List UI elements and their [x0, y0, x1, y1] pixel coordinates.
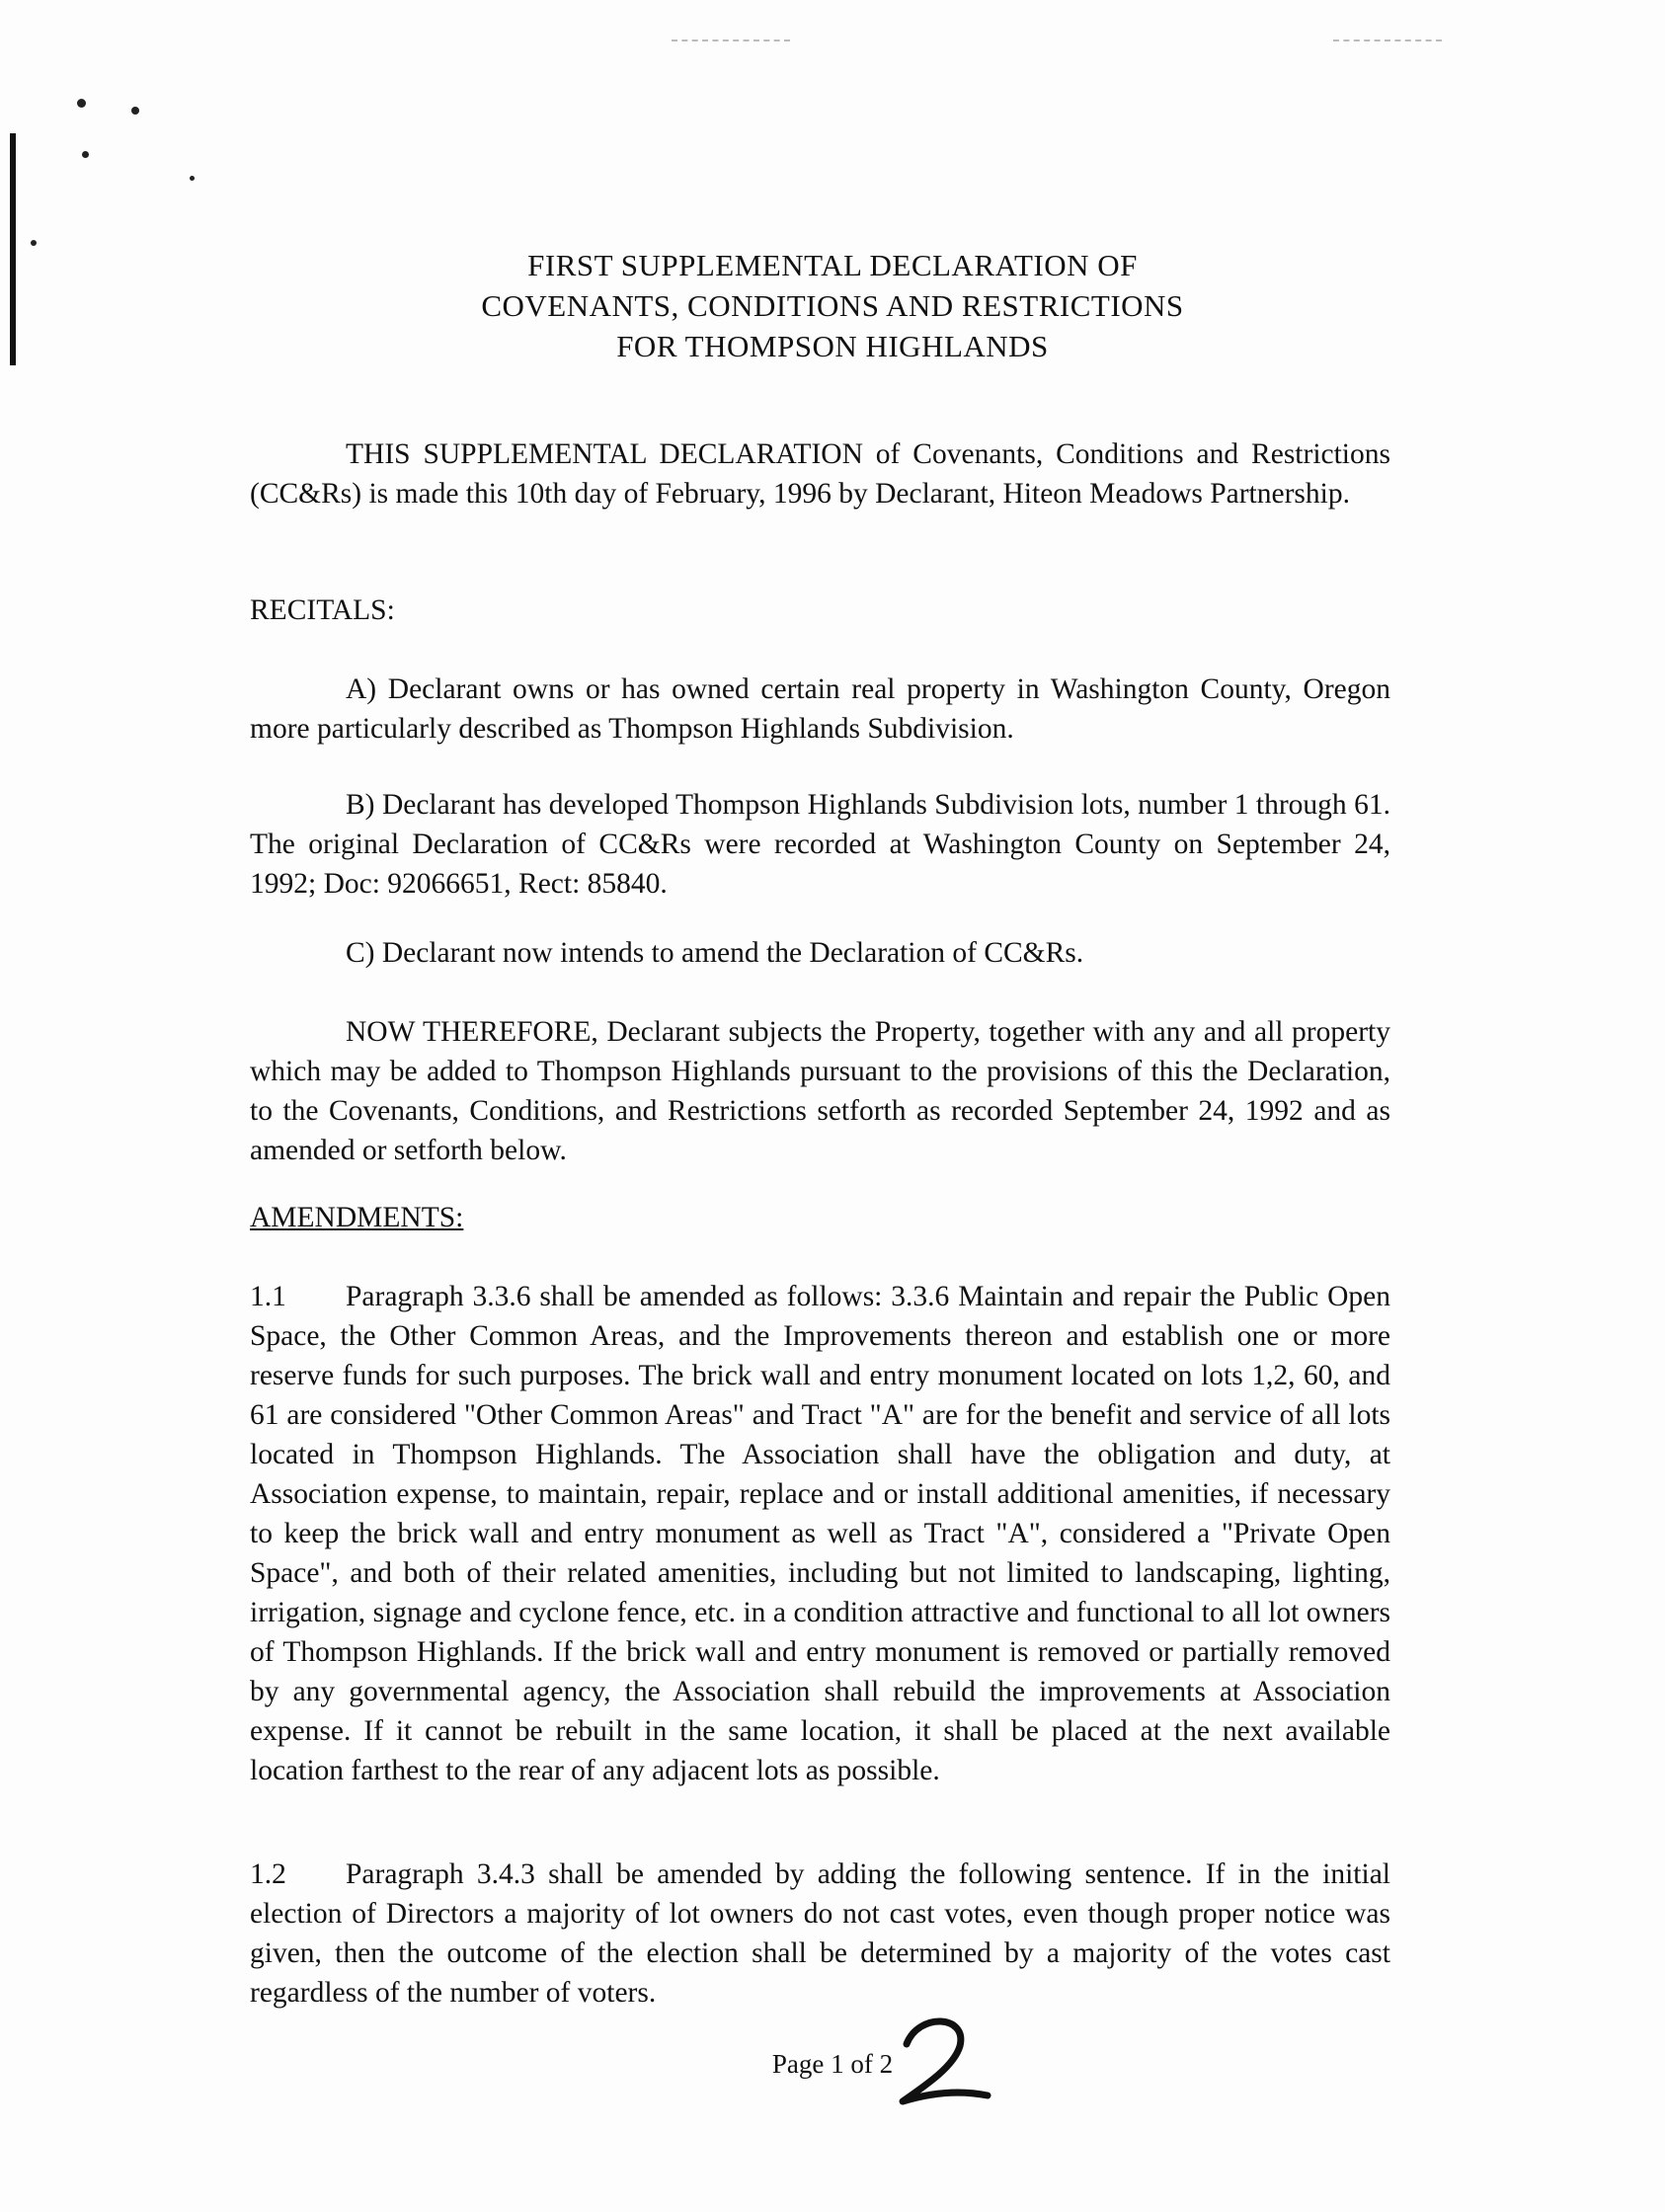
amendment-text: Paragraph 3.3.6 shall be amended as follows: 3.3.6 Maintain and repair the Public Open Space, the Other Common Areas, and the Improvements thereon and establish one or more reserve funds for such purposes. The brick wall and entry monument located on lots 1,2, 60, and 61 are considered "Other Common Areas" and Tract "A" are for the benefit and service of all lots located in Thompson Highlands. The Association shall have the obligation and duty, at Association expense, to maintain, repair, replace and or install additional amenities, if necessary to keep the brick wall and entry monument as well as Tract "A", considered a "Private Open Space", and both of their related amenities, including but not limited to landscaping, lighting, irrigation, signage and cyclone fence, etc. in a condition attractive and functional to all lot owners of Thompson Highlands. If the brick wall and entry monument is removed or partially removed by any governmental agency, the Association shall rebuild the improvements at Association expense. If it cannot be rebuilt in the same location, it shall be placed at the next available location farthest to the rear of any adjacent lots as possible. [250, 1281, 1390, 1786]
scan-speck [190, 176, 195, 181]
now-therefore-paragraph: NOW THEREFORE, Declarant subjects the Property, together with any and all property which may be added to Thompson Highlands pursuant to the provisions of this the Declaration, to the Covenants, Conditions, and Restrictions setforth as recorded September 24, 1992 and as amended or setforth below. [250, 1016, 1390, 1166]
scan-speck [131, 107, 139, 115]
recitals-heading: RECITALS: [250, 594, 395, 626]
recital-c: C) Declarant now intends to amend the Declaration of CC&Rs. [346, 937, 1084, 969]
document-title [0, 245, 1665, 366]
amendment-text: Paragraph 3.4.3 shall be amended by adding the following sentence. If in the initial election of Directors a majority of lot owners do not cast votes, even though proper notice was given, then the outcome of the election shall be determined by a majority of the votes cast regardless of the number of voters. [250, 1858, 1390, 2009]
amendment-1-2 [250, 1855, 1390, 2013]
page-number-footer: Page 1 of 2 [771, 2049, 894, 2079]
recital-b: B) Declarant has developed Thompson Highlands Subdivision lots, number 1 through 61. The original Declaration of CC&Rs were recorded at Washington County on September 24, 1992; Doc: 92066651, Rect: 85840. [250, 789, 1390, 900]
amendment-number: 1.2 [250, 1858, 286, 1890]
handwritten-page-number [889, 2005, 997, 2113]
title-line: FOR THOMPSON HIGHLANDS [616, 329, 1049, 363]
scan-speck [77, 99, 86, 108]
title-line: COVENANTS, CONDITIONS AND RESTRICTIONS [481, 288, 1184, 323]
intro-paragraph: THIS SUPPLEMENTAL DECLARATION of Covenants, Conditions and Restrictions (CC&Rs) is made this 10th day of February, 1996 by Declarant, Hiteon Meadows Partnership. [250, 438, 1390, 510]
amendment-number: 1.1 [250, 1281, 286, 1312]
scan-edge-dash [672, 40, 790, 41]
title-line: FIRST SUPPLEMENTAL DECLARATION OF [527, 248, 1138, 282]
recital-a: A) Declarant owns or has owned certain real property in Washington County, Oregon more particularly described as Thompson Highlands Subdivision. [250, 673, 1390, 745]
amendment-1-1 [250, 1277, 1390, 1790]
amendments-heading: AMENDMENTS: [250, 1202, 464, 1233]
scan-speck [82, 151, 89, 158]
scan-edge-dash [1333, 40, 1442, 41]
